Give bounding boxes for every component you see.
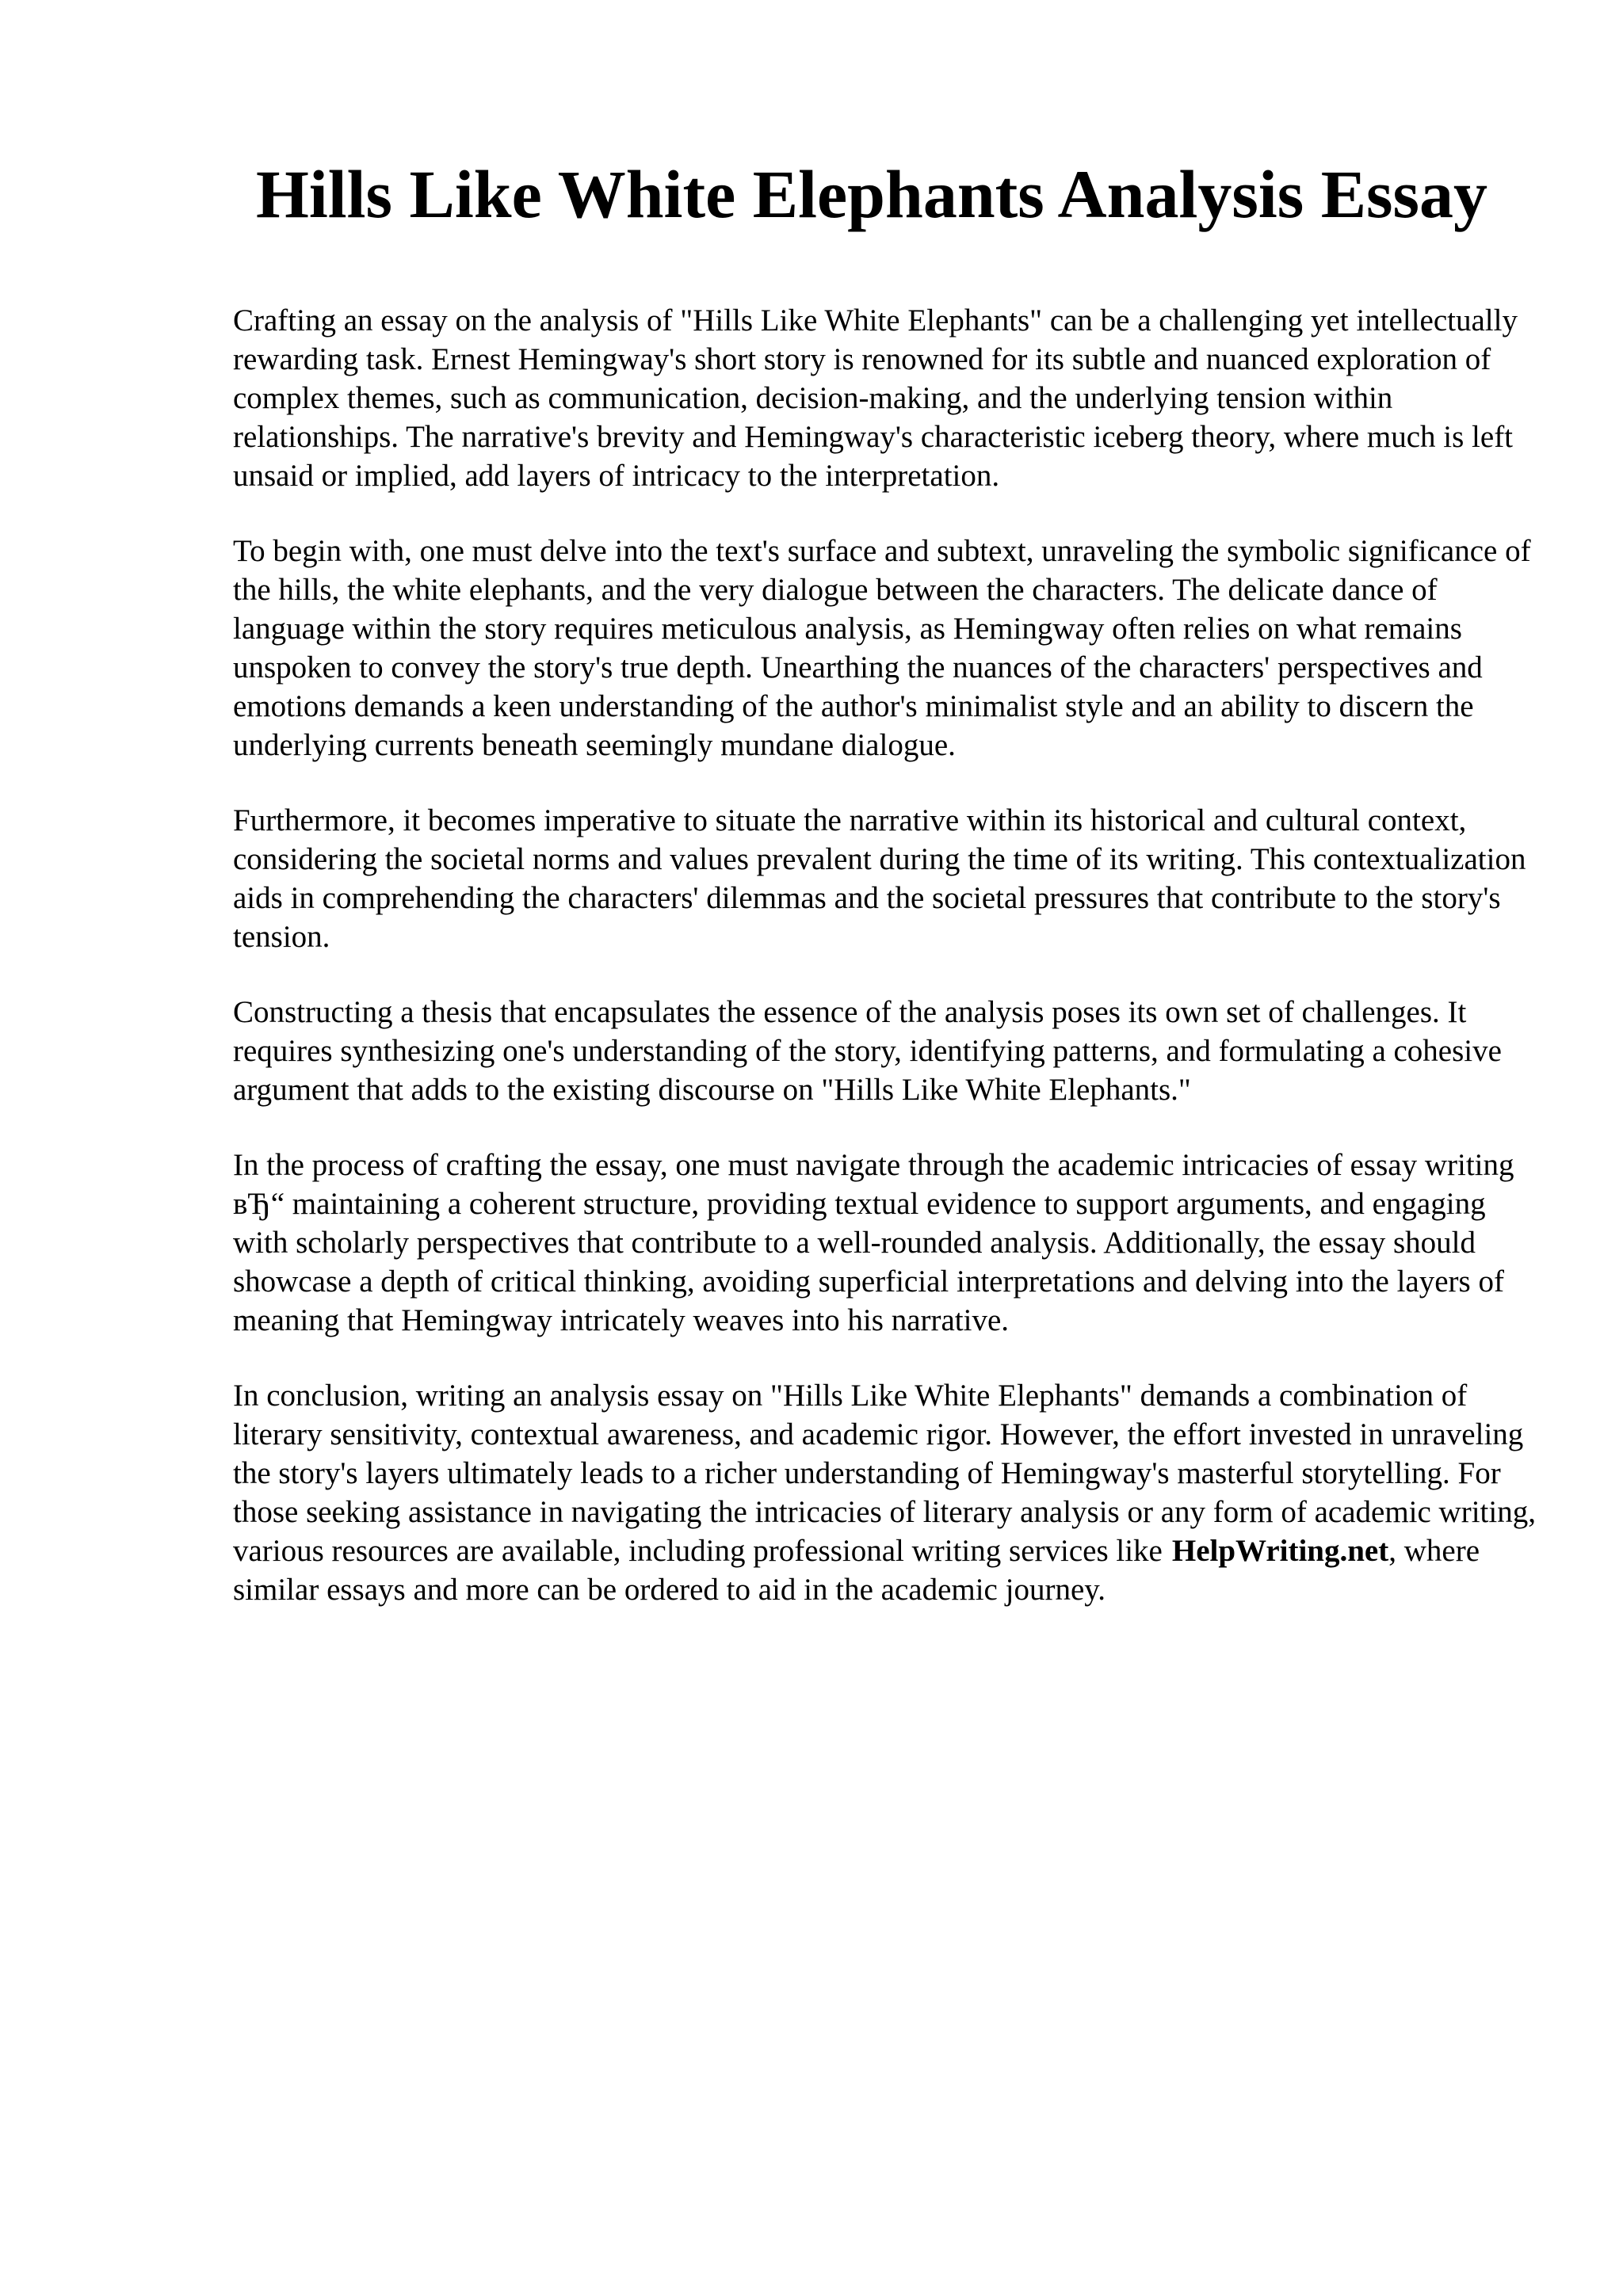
paragraph-conclusion (233, 1376, 1541, 1609)
document-title: Hills Like White Elephants Analysis Essay (255, 156, 1487, 232)
conclusion-text-after-link: , where similar essays and more can be ordered to aid in the academic journey. (233, 1534, 1480, 1607)
paragraph-process: In the process of crafting the essay, one must navigate through the academic intricacies of essay writing вЂ“ maintaining a coherent structure, providing textual evidence to support arguments, and engaging with scholarly perspectives that contribute to a well-rounded analysis. Additionally, the essay should showcase a depth of critical thinking, avoiding superficial interpretations and delving into the layers of meaning that Hemingway intricately weaves into his narrative. (233, 1148, 1514, 1337)
paragraph-intro: Crafting an essay on the analysis of "Hills Like White Elephants" can be a challenging yet intellectually rewarding task. Ernest Hemingway's short story is renowned for its subtle and nuanced exploration of complex themes, such as communication, decision-making, and the underlying tension within relationships. The narrative's brevity and Hemingway's characteristic iceberg theory, where much is left unsaid or implied, add layers of intricacy to the interpretation. (233, 303, 1518, 493)
paragraph-thesis: Constructing a thesis that encapsulates the essence of the analysis poses its own set of challenges. It requires synthesizing one's understanding of the story, identifying patterns, and formulating a cohesive argument that adds to the existing discourse on "Hills Like White Elephants." (233, 995, 1502, 1107)
document-body (233, 301, 1541, 1646)
paragraph-subtext: To begin with, one must delve into the text's surface and subtext, unraveling the symbolic significance of the hills, the white elephants, and the very dialogue between the characters. The delicate dance of language within the story requires meticulous analysis, as Hemingway often relies on what remains unspoken to convey the story's true depth. Unearthing the nuances of the characters' perspectives and emotions demands a keen understanding of the author's minimalist style and an ability to discern the underlying currents beneath seemingly mundane dialogue. (233, 534, 1531, 762)
conclusion-text-before-link: In conclusion, writing an analysis essay on "Hills Like White Elephants" demands a combination of literary sensitivity, contextual awareness, and academic rigor. However, the effort invested in unraveling the story's layers ultimately leads to a richer understanding of Hemingway's masterful storytelling. For those seeking assistance in navigating the intricacies of literary analysis or any form of academic writing, various resources are available, including professional writing services like (233, 1379, 1536, 1568)
paragraph-context: Furthermore, it becomes imperative to situate the narrative within its historical and cultural context, considering the societal norms and values prevalent during the time of its writing. This contextualization aids in comprehending the characters' dilemmas and the societal pressures that contribute to the story's tension. (233, 803, 1526, 954)
helpwriting-link[interactable]: HelpWriting.net (1171, 1534, 1389, 1568)
